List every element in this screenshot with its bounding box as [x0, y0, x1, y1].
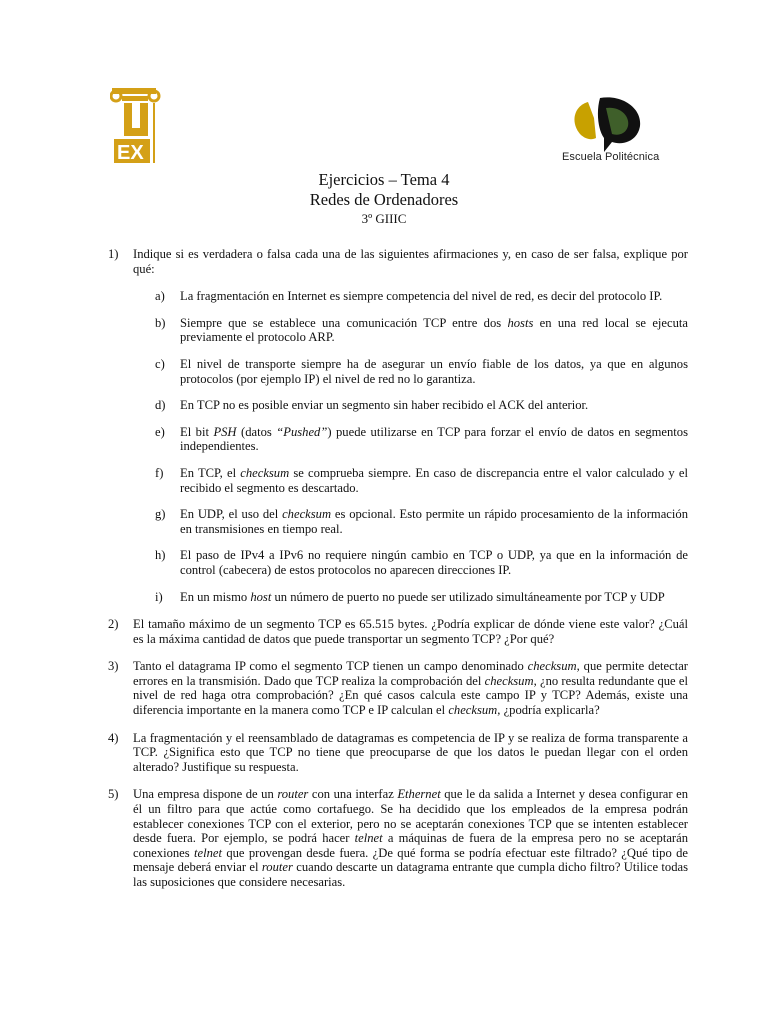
exercise-item: [108, 247, 688, 604]
statement-letter: g): [155, 507, 166, 522]
statement-item: [155, 398, 688, 413]
exercise-item: [108, 617, 688, 646]
statement-letter: c): [155, 356, 165, 371]
statement-item: [155, 548, 688, 577]
statement-text: El bit PSH (datos “Pushed”) puede utilizarse en TCP para forzar el envío de datos en segmentos independientes.: [180, 424, 688, 454]
statement-item: [155, 357, 688, 386]
exercise-item: [108, 731, 688, 775]
exercise-text: La fragmentación y el reensamblado de datagramas es competencia de IP y se realiza de forma transparente a TCP. ¿Significa esto que TCP no tiene que preocuparse de que los datos le puedan llegar con el orden alterado? Justifique su respuesta.: [133, 730, 688, 774]
statement-item: [155, 466, 688, 495]
statement-letter: d): [155, 398, 166, 413]
statement-item: [155, 289, 688, 304]
statement-text: Siempre que se establece una comunicación TCP entre dos hosts en una red local se ejecuta previamente el protocolo ARP.: [180, 315, 688, 345]
exercise-item: [108, 659, 688, 717]
exercise-text: El tamaño máximo de un segmento TCP es 65.515 bytes. ¿Podría explicar de dónde viene este valor? ¿Cuál es la máxima cantidad de datos que puede transportar un segmento TCP? ¿Por qué?: [133, 617, 688, 646]
exercise-text: Tanto el datagrama IP como el segmento TCP tienen un campo denominado checksum, que permite detectar errores en la transmisión. Dado que TCP realiza la comprobación del checksum, ¿no resulta redundante que el nivel de red haga otra comprobación? ¿En qué casos calcula este campo IP y TCP? Además, existe una diferencia importante en la manera como TCP e IP calculan el checksum, ¿podría explicarla?: [133, 659, 688, 718]
statement-text: En TCP, el checksum se comprueba siempre. En caso de discrepancia entre el valor calculado y el recibido el segmento es descartado.: [180, 465, 688, 495]
statement-letter: a): [155, 289, 165, 304]
statement-text: El paso de IPv4 a IPv6 no requiere ningún cambio en TCP o UDP, ya que en la información de control (cabecera) de estos protocolos no aparecen direcciones IP.: [180, 548, 688, 577]
statement-letter: b): [155, 315, 166, 330]
exercise-text: Una empresa dispone de un router con una interfaz Ethernet que le da salida a Internet y desea configurar en él un filtro para que actúe como cortafuego. Se ha decidido que los empleados de la empresa podrán establecer conexiones TCP con el exterior, pero no se aceptarán conexiones TCP que se intenten establecer desde fuera. Por ejemplo, se podrá hacer telnet a máquinas de fuera de la empresa pero no se aceptarán conexiones telnet que provengan desde fuera. ¿De qué forma se podría efectuar este filtrado? ¿Qué tipo de mensaje deberá enviar el router cuando descarte un datagrama entrante que cumpla dicho filtro? Utilice todas las suposiciones que considere necesarias.: [133, 787, 689, 889]
statement-item: [155, 425, 688, 454]
exercise-number: 5): [108, 787, 119, 802]
document-subtitle: Redes de Ordenadores: [309, 190, 459, 209]
exercise-number: 1): [108, 247, 119, 261]
exercise-number: 4): [108, 730, 119, 745]
statement-text: En un mismo host un número de puerto no puede ser utilizado simultáneamente por TCP y UDP: [180, 589, 665, 604]
statement-text: La fragmentación en Internet es siempre competencia del nivel de red, es decir del protocolo IP.: [180, 289, 663, 304]
statement-text: El nivel de transporte siempre ha de asegurar un envío fiable de los datos, ya que en algunos protocolos (por ejemplo IP) el nivel de red no lo garantiza.: [180, 356, 688, 386]
document-title: Ejercicios – Tema 4: [318, 170, 450, 189]
exercise-item: [108, 787, 688, 889]
exercise-text: Indique si es verdadera o falsa cada una de las siguientes afirmaciones y, en caso de ser falsa, explique por qué:: [133, 247, 688, 276]
statement-letter: i): [155, 589, 163, 604]
statement-list: [155, 289, 688, 604]
statement-text: En UDP, el uso del checksum es opcional. Esto permite un rápido procesamiento de la información en transmisiones en tiempo real.: [180, 507, 688, 536]
exercise-list: [108, 247, 688, 903]
document-header: [0, 170, 768, 228]
statement-item: [155, 507, 688, 536]
statement-item: [155, 590, 688, 605]
statement-item: [155, 316, 688, 345]
statement-letter: f): [155, 465, 164, 480]
course-label: 3º GIIIC: [361, 211, 407, 226]
statement-text: En TCP no es posible enviar un segmento sin haber recibido el ACK del anterior.: [180, 398, 589, 413]
svg-text:EX: EX: [117, 142, 144, 164]
escuela-politecnica-label: Escuela Politécnica: [562, 151, 660, 163]
statement-letter: e): [155, 424, 165, 439]
exercise-number: 2): [108, 617, 119, 632]
statement-letter: h): [155, 548, 166, 563]
uex-logo: [110, 84, 170, 168]
exercise-number: 3): [108, 659, 119, 674]
